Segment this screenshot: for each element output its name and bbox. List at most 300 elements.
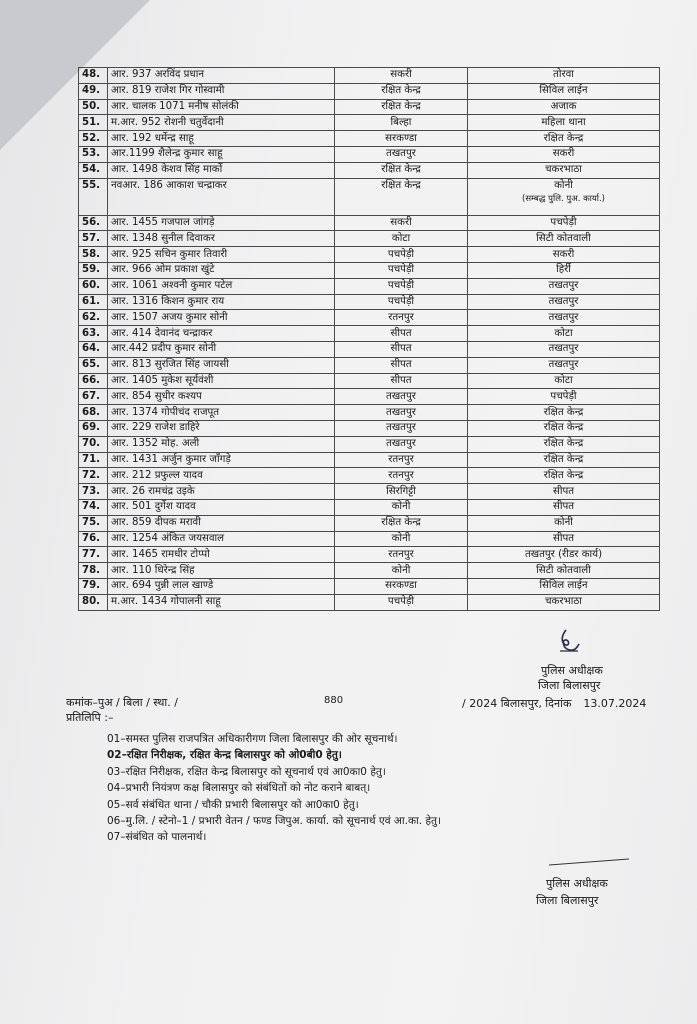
from-cell <box>335 499 468 515</box>
to-cell <box>468 357 660 373</box>
from-cell <box>335 83 468 99</box>
to-cell-text: अजाक <box>550 100 577 112</box>
table-row <box>79 499 660 515</box>
to-cell-text: तखतपुर <box>548 343 579 355</box>
name-cell-text: आर. 1352 मोह. अली <box>111 438 200 450</box>
to-cell-text: सीपत <box>552 532 575 544</box>
to-cell <box>468 515 660 531</box>
name-cell-text: आर. 1498 केशव सिंह मार्को <box>111 164 223 176</box>
name-cell <box>108 405 335 421</box>
name-cell-text: आर. 819 राजेश गिर गोस्वामी <box>111 85 225 97</box>
to-cell-text: रक्षित केन्द्र <box>543 438 584 450</box>
name-cell-text: आर. 192 धर्मेन्द्र साहू <box>111 132 194 144</box>
table-row <box>79 357 660 373</box>
to-cell <box>468 178 660 215</box>
name-cell-text: आर. 694 पुन्नी लाल खाण्डे <box>111 580 214 592</box>
from-cell-text: रक्षित केन्द्र <box>381 179 421 191</box>
to-cell <box>468 99 660 115</box>
serial-cell-text: 70. <box>82 438 101 450</box>
to-cell-text: चकरभाठा <box>545 164 582 176</box>
to-cell <box>468 436 660 452</box>
serial-cell <box>79 515 108 531</box>
serial-cell-text: 79. <box>82 580 101 592</box>
to-cell-text: सीपत <box>552 501 575 513</box>
to-cell <box>468 294 660 310</box>
table-row <box>79 420 660 436</box>
to-cell <box>468 578 660 594</box>
name-cell <box>108 341 335 357</box>
from-cell-text: कोटा <box>391 232 411 244</box>
to-cell-text: तखतपुर <box>548 280 579 292</box>
to-cell <box>468 146 660 162</box>
name-cell-text: आर. 1405 मुकेश सूर्यवंशी <box>111 374 214 386</box>
from-cell <box>335 178 468 215</box>
from-cell-text: तखतपुर <box>386 422 416 434</box>
name-cell-text: आर. 1431 अर्जुन कुमार जॉंगड़े <box>111 453 231 465</box>
to-cell-text: तखतपुर (रीडर कार्य) <box>524 548 603 560</box>
serial-cell <box>79 531 108 547</box>
from-cell <box>335 578 468 594</box>
serial-cell <box>79 594 108 610</box>
from-cell <box>335 389 468 405</box>
from-cell-text: सकरी <box>390 69 412 81</box>
from-cell-text: रतनपुर <box>388 311 414 323</box>
to-cell-text: सकरी <box>552 148 575 160</box>
name-cell <box>108 162 335 178</box>
serial-cell-text: 68. <box>82 406 101 418</box>
serial-cell-text: 63. <box>82 327 101 339</box>
name-cell-text: आर. 501 दुर्गेश यादव <box>111 501 196 513</box>
name-cell-text: आर. 854 सुधीर कश्यप <box>111 390 202 402</box>
sp-district-2: जिला बिलासपुर <box>536 894 599 907</box>
from-cell <box>335 162 468 178</box>
to-cell-text: सिटी कोतवाली <box>536 564 591 576</box>
from-cell <box>335 215 468 231</box>
to-cell-text: पचपेड़ी <box>550 216 577 228</box>
copy-item: 01–समस्त पुलिस राजपत्रित अधिकारीगण जिला बिलासपुर की ओर सूचनार्थ। <box>107 733 398 745</box>
name-cell-text: म.आर. 952 रोशनी चतुर्वेदानी <box>111 116 224 128</box>
from-cell-text: सीपत <box>390 327 412 339</box>
serial-cell-text: 53. <box>82 148 101 160</box>
to-cell <box>468 310 660 326</box>
from-cell-text: सीपत <box>390 374 412 386</box>
table-row <box>79 310 660 326</box>
name-cell <box>108 146 335 162</box>
order-date-line <box>462 697 646 711</box>
to-cell-text: सिविल लाईन <box>539 580 588 592</box>
to-cell-text: पचपेड़ी <box>550 390 577 402</box>
name-cell-text: आर. 813 सुरजित सिंह जायसी <box>111 359 229 371</box>
order-date: 13.07.2024 <box>583 697 647 710</box>
from-cell <box>335 373 468 389</box>
serial-cell <box>79 436 108 452</box>
to-cell-text: कोनी <box>554 179 573 191</box>
serial-cell <box>79 452 108 468</box>
from-cell-text: सकरी <box>390 216 412 228</box>
name-cell-text: आर. 859 दीपक मरावी <box>111 517 201 529</box>
table-row <box>79 452 660 468</box>
serial-cell <box>79 563 108 579</box>
serial-cell-text: 61. <box>82 295 101 307</box>
name-cell <box>108 68 335 84</box>
from-cell-text: रक्षित केन्द्र <box>381 100 421 112</box>
from-cell <box>335 341 468 357</box>
name-cell <box>108 326 335 342</box>
table-row <box>79 515 660 531</box>
name-cell <box>108 420 335 436</box>
from-cell <box>335 231 468 247</box>
serial-cell-text: 57. <box>82 232 101 244</box>
serial-cell-text: 56. <box>82 216 101 228</box>
serial-cell-text: 55. <box>82 179 101 191</box>
table-row <box>79 146 660 162</box>
signature-mark <box>557 627 583 655</box>
from-cell <box>335 357 468 373</box>
serial-cell <box>79 547 108 563</box>
from-cell-text: सरकण्डा <box>385 580 417 592</box>
serial-cell <box>79 373 108 389</box>
serial-cell-text: 77. <box>82 548 101 560</box>
name-cell-text: आर. 1316 किशन कुमार राय <box>111 295 225 307</box>
from-cell <box>335 146 468 162</box>
name-cell <box>108 262 335 278</box>
to-cell <box>468 278 660 294</box>
from-cell <box>335 99 468 115</box>
copy-item: 07–संबंधित को पालनार्थ। <box>107 831 207 844</box>
from-cell <box>335 452 468 468</box>
serial-cell-text: 52. <box>82 132 101 144</box>
serial-cell-text: 60. <box>82 280 101 292</box>
name-cell-text: आर. 212 प्रफुल्ल यादव <box>111 469 203 481</box>
to-cell <box>468 326 660 342</box>
name-cell <box>108 515 335 531</box>
name-cell <box>108 278 335 294</box>
from-cell-text: रक्षित केन्द्र <box>381 164 421 176</box>
name-cell <box>108 373 335 389</box>
from-cell <box>335 326 468 342</box>
name-cell-text: आर. 1374 गोपीचंद राजपूत <box>111 406 220 418</box>
from-cell <box>335 531 468 547</box>
to-cell-text: कोटा <box>554 374 573 386</box>
to-cell-text: रक्षित केन्द्र <box>543 406 584 418</box>
serial-cell-text: 72. <box>82 469 101 481</box>
copy-to-heading: प्रतिलिपि :– <box>66 711 114 724</box>
to-cell-text: महिला थाना <box>541 116 586 128</box>
serial-cell <box>79 231 108 247</box>
from-cell-text: सरकण्डा <box>385 132 417 144</box>
from-cell-text: बिल्हा <box>390 116 412 128</box>
from-cell-text: सीपत <box>390 343 412 355</box>
serial-cell <box>79 357 108 373</box>
name-cell-text: आर. 1254 अंकित जयसवाल <box>111 532 225 544</box>
from-cell-text: सिरगिट्टी <box>386 485 416 497</box>
table-row <box>79 68 660 84</box>
name-cell-text: आर. 26 रामचंद्र उइके <box>111 485 195 497</box>
name-cell-text: नवआर. 186 आकाश चन्द्राकर <box>111 179 227 191</box>
serial-cell-text: 65. <box>82 359 101 371</box>
table-row <box>79 247 660 263</box>
to-cell <box>468 231 660 247</box>
from-cell-text: पचपेड़ी <box>387 264 415 276</box>
to-cell <box>468 452 660 468</box>
name-cell <box>108 468 335 484</box>
table-row <box>79 405 660 421</box>
to-cell <box>468 373 660 389</box>
to-cell <box>468 484 660 500</box>
table-row <box>79 341 660 357</box>
to-cell-text: तखतपुर <box>548 359 579 371</box>
to-cell <box>468 247 660 263</box>
serial-cell <box>79 405 108 421</box>
to-cell <box>468 405 660 421</box>
table-row <box>79 389 660 405</box>
from-cell-text: सीपत <box>390 359 412 371</box>
name-cell <box>108 389 335 405</box>
to-cell <box>468 499 660 515</box>
to-cell-text: सकरी <box>552 248 575 260</box>
from-cell-text: कोनी <box>391 532 411 544</box>
serial-cell-text: 58. <box>82 248 101 260</box>
name-cell <box>108 215 335 231</box>
table-row <box>79 326 660 342</box>
from-cell <box>335 594 468 610</box>
from-cell-text: कोनी <box>391 501 411 513</box>
serial-cell-text: 62. <box>82 311 101 323</box>
table-row <box>79 231 660 247</box>
serial-cell-text: 48. <box>82 69 101 81</box>
name-cell-text: आर. 229 राजेश डाहिरे <box>111 422 200 434</box>
to-cell <box>468 131 660 147</box>
transfer-table <box>78 67 660 611</box>
name-cell <box>108 578 335 594</box>
serial-cell-text: 49. <box>82 85 101 97</box>
table-row <box>79 215 660 231</box>
name-cell-text: आर. 937 अरविंद प्रधान <box>111 69 204 81</box>
from-cell <box>335 131 468 147</box>
serial-cell <box>79 178 108 215</box>
table-row <box>79 178 660 215</box>
sp-title-1: पुलिस अधीक्षक <box>541 664 603 677</box>
serial-cell-text: 80. <box>82 596 101 608</box>
table-row <box>79 436 660 452</box>
table-row <box>79 547 660 563</box>
from-cell <box>335 278 468 294</box>
serial-cell <box>79 341 108 357</box>
to-cell-text: तखतपुर <box>548 311 579 323</box>
from-cell <box>335 247 468 263</box>
to-cell <box>468 115 660 131</box>
copy-item: 03–रक्षित निरीक्षक, रक्षित केन्द्र बिलासपुर को सूचनार्थ एवं आ0का0 हेतु। <box>107 765 386 778</box>
to-cell-text: रक्षित केन्द्र <box>543 132 584 144</box>
copy-item: 06–मु.लि. / स्टेनो–1 / प्रभारी वेतन / फण्ड जिपुअ. कार्या. को सूचनार्थ एवं आ.का. हेतु। <box>107 815 441 828</box>
to-cell-text: रक्षित केन्द्र <box>543 453 584 465</box>
serial-cell-text: 69. <box>82 422 101 434</box>
serial-cell-text: 54. <box>82 164 101 176</box>
serial-cell <box>79 115 108 131</box>
from-cell-text: पचपेड़ी <box>387 280 415 292</box>
name-cell <box>108 83 335 99</box>
name-cell <box>108 310 335 326</box>
to-cell <box>468 68 660 84</box>
to-cell <box>468 162 660 178</box>
from-cell <box>335 436 468 452</box>
to-cell <box>468 341 660 357</box>
serial-cell <box>79 146 108 162</box>
signature-mark-2 <box>548 858 630 866</box>
serial-cell <box>79 499 108 515</box>
name-cell <box>108 294 335 310</box>
from-cell <box>335 405 468 421</box>
from-cell <box>335 484 468 500</box>
serial-cell <box>79 99 108 115</box>
serial-cell <box>79 262 108 278</box>
attachment-note: (सम्बद्ध पुलि. पुअ. कार्या.) <box>522 193 605 204</box>
name-cell-text: आर. 1465 रामधीर टोप्पो <box>111 548 210 560</box>
table-row <box>79 594 660 610</box>
table-row <box>79 115 660 131</box>
name-cell <box>108 178 335 215</box>
name-cell <box>108 436 335 452</box>
sp-district-1: जिला बिलासपुर <box>538 679 601 692</box>
to-cell <box>468 531 660 547</box>
table-row <box>79 278 660 294</box>
from-cell-text: तखतपुर <box>386 438 416 450</box>
serial-cell <box>79 294 108 310</box>
name-cell-text: आर. 1507 अजय कुमार सोनी <box>111 311 228 323</box>
name-cell <box>108 231 335 247</box>
serial-cell <box>79 484 108 500</box>
to-cell-text: तोरवा <box>553 69 574 81</box>
name-cell-text: आर. 925 सचिन कुमार तिवारी <box>111 248 228 260</box>
name-cell-text: आर.1199 शैलेन्द्र कुमार साहू <box>111 148 223 160</box>
to-cell <box>468 389 660 405</box>
from-cell <box>335 420 468 436</box>
serial-cell-text: 67. <box>82 390 101 402</box>
to-cell-text: सिटी कोतवाली <box>536 232 591 244</box>
table-row <box>79 99 660 115</box>
name-cell-text: आर. 966 ओम प्रकाश खुंटे <box>111 264 215 276</box>
from-cell-text: रतनपुर <box>388 548 414 560</box>
serial-cell-text: 59. <box>82 264 101 276</box>
name-cell <box>108 452 335 468</box>
serial-cell-text: 76. <box>82 532 101 544</box>
order-ref: कमांक–पुअ / बिला / स्था. / <box>66 696 178 709</box>
from-cell-text: तखतपुर <box>386 148 416 160</box>
copy-to-list <box>107 731 441 846</box>
to-cell-text: कोनी <box>554 517 573 529</box>
serial-cell <box>79 278 108 294</box>
from-cell <box>335 310 468 326</box>
to-cell <box>468 83 660 99</box>
from-cell <box>335 115 468 131</box>
serial-cell <box>79 68 108 84</box>
from-cell-text: रक्षित केन्द्र <box>381 517 421 529</box>
name-cell <box>108 357 335 373</box>
serial-cell-text: 50. <box>82 100 101 112</box>
name-cell-text: आर. चालक 1071 मनीष सोलंकी <box>111 100 239 112</box>
from-cell-text: पचपेड़ी <box>387 295 415 307</box>
table-row <box>79 468 660 484</box>
copy-item: 02–रक्षित निरीक्षक, रक्षित केन्द्र बिलासपुर को ओ0बी0 हेतु। <box>107 749 342 762</box>
from-cell-text: कोनी <box>391 564 411 576</box>
from-cell-text: तखतपुर <box>386 390 416 402</box>
sp-title-2: पुलिस अधीक्षक <box>546 877 608 890</box>
to-cell <box>468 594 660 610</box>
serial-cell-text: 71. <box>82 453 101 465</box>
name-cell-text: आर. 1061 अश्वनी कुमार पटेल <box>111 280 233 292</box>
from-cell <box>335 262 468 278</box>
name-cell-text: आर.442 प्रदीप कुमार सोनी <box>111 343 217 355</box>
from-cell <box>335 68 468 84</box>
serial-cell-text: 78. <box>82 564 101 576</box>
to-cell-text: हिर्री <box>556 264 571 276</box>
from-cell-text: पचपेड़ी <box>387 248 415 260</box>
name-cell-text: आर. 110 धिरेन्द्र सिंह <box>111 564 195 576</box>
serial-cell <box>79 578 108 594</box>
name-cell <box>108 563 335 579</box>
from-cell-text: रतनपुर <box>388 469 414 481</box>
serial-cell-text: 51. <box>82 116 101 128</box>
table-row <box>79 262 660 278</box>
from-cell-text: पचपेड़ी <box>387 596 415 608</box>
name-cell <box>108 131 335 147</box>
serial-cell <box>79 389 108 405</box>
table-row <box>79 531 660 547</box>
table-row <box>79 373 660 389</box>
name-cell <box>108 99 335 115</box>
name-cell <box>108 247 335 263</box>
serial-cell <box>79 326 108 342</box>
name-cell-text: आर. 414 देवानंद चन्द्राकर <box>111 327 213 339</box>
to-cell <box>468 420 660 436</box>
name-cell-text: म.आर. 1434 गोपालनी साहू <box>111 596 221 608</box>
serial-cell-text: 66. <box>82 374 101 386</box>
from-cell-text: तखतपुर <box>386 406 416 418</box>
to-cell-text: तखतपुर <box>548 295 579 307</box>
to-cell <box>468 215 660 231</box>
serial-cell <box>79 468 108 484</box>
serial-cell <box>79 83 108 99</box>
order-number: 880 <box>324 695 344 706</box>
to-cell <box>468 468 660 484</box>
table-row <box>79 563 660 579</box>
name-cell <box>108 484 335 500</box>
from-cell <box>335 547 468 563</box>
copy-item: 05–सर्व संबंधित थाना / चौकी प्रभारी बिलासपुर को आ0का0 हेतु। <box>107 798 359 811</box>
to-cell-text: रक्षित केन्द्र <box>543 469 584 481</box>
serial-cell <box>79 247 108 263</box>
from-cell-text: रतनपुर <box>388 453 414 465</box>
to-cell-text: सीपत <box>552 485 575 497</box>
serial-cell <box>79 420 108 436</box>
serial-cell-text: 74. <box>82 501 101 513</box>
name-cell-text: आर. 1455 गजपाल जांगड़े <box>111 216 215 228</box>
table-row <box>79 484 660 500</box>
serial-cell <box>79 215 108 231</box>
to-cell-text: रक्षित केन्द्र <box>543 422 584 434</box>
copy-item: 04–प्रभारी नियंत्रण कक्ष बिलासपुर को संबंधितों को नोट कराने बाबत्। <box>107 782 371 795</box>
to-cell-text: कोटा <box>554 327 573 339</box>
serial-cell <box>79 131 108 147</box>
from-cell <box>335 515 468 531</box>
table-row <box>79 294 660 310</box>
name-cell <box>108 531 335 547</box>
name-cell <box>108 115 335 131</box>
serial-cell-text: 64. <box>82 343 101 355</box>
table-row <box>79 578 660 594</box>
name-cell <box>108 499 335 515</box>
from-cell <box>335 468 468 484</box>
